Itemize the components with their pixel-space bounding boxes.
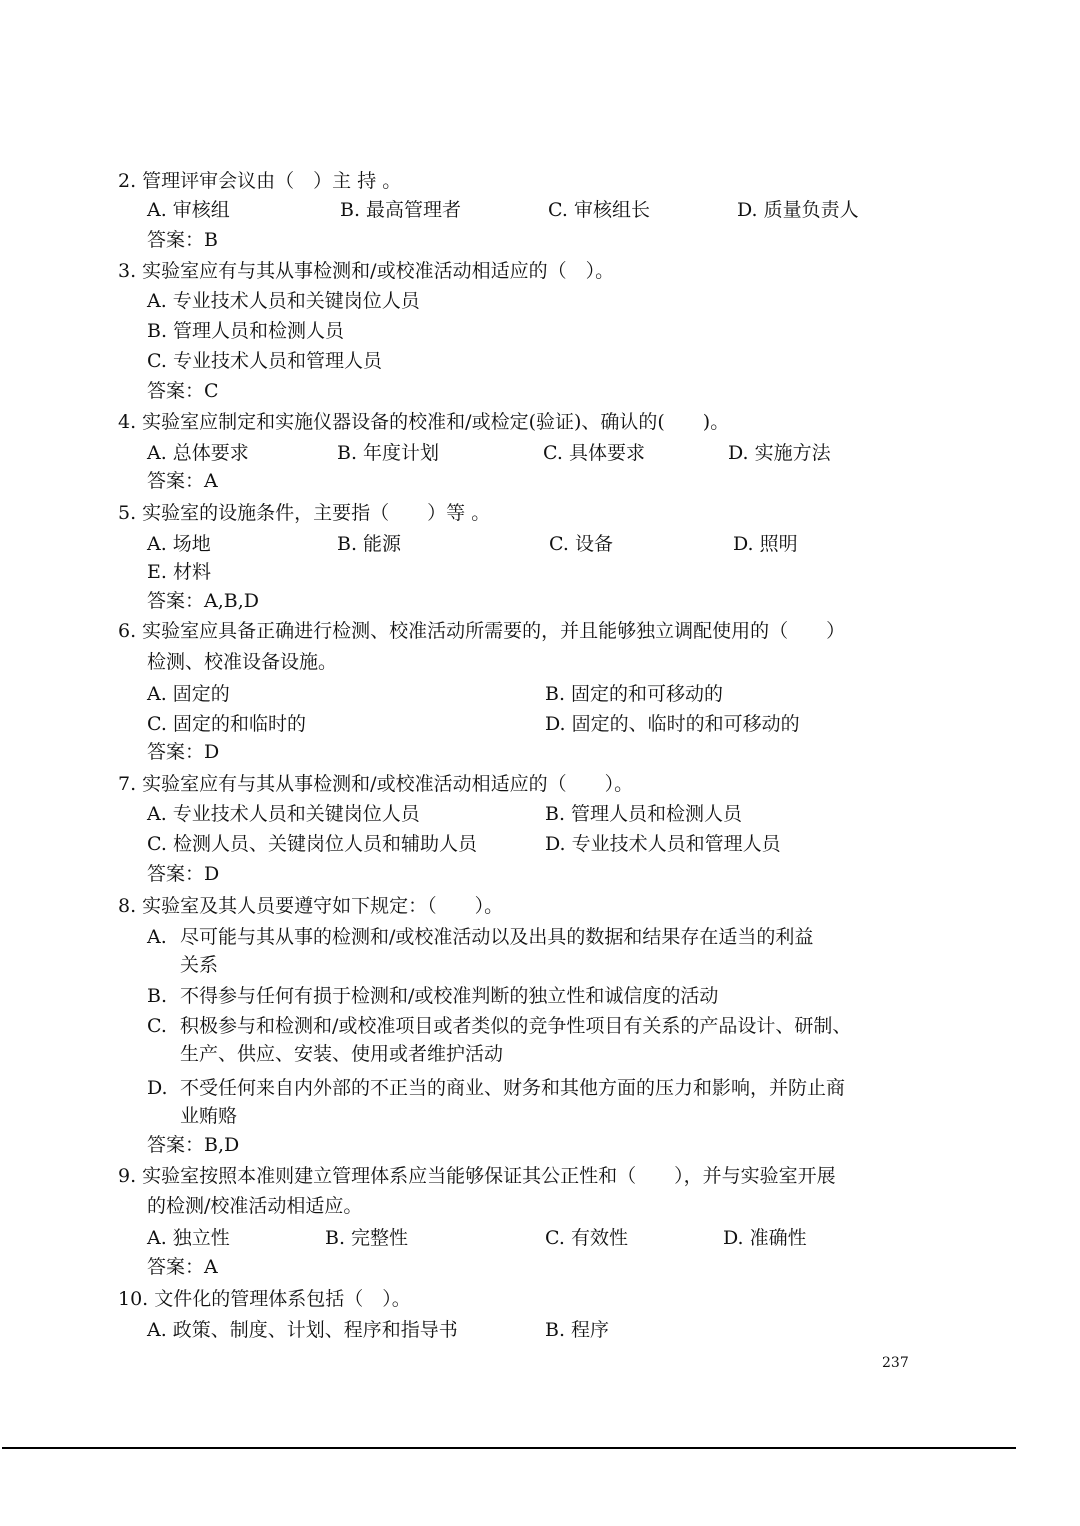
- option: B. 程序: [545, 1319, 610, 1341]
- option-label: A.: [147, 926, 167, 948]
- option-label: B.: [147, 985, 168, 1007]
- option: B. 最高管理者: [340, 199, 462, 221]
- answer: 答案：D: [147, 741, 220, 763]
- question-stem: 3. 实验室应有与其从事检测和/或校准活动相适应的（ ）。: [118, 260, 615, 282]
- option: C. 具体要求: [543, 442, 645, 464]
- option: A. 总体要求: [147, 442, 249, 464]
- footer-divider: [2, 1447, 1016, 1449]
- option: C. 固定的和临时的: [147, 713, 306, 735]
- option-text: 不受任何来自内外部的不正当的商业、财务和其他方面的压力和影响，并防止商: [180, 1077, 846, 1099]
- option: A. 固定的: [147, 683, 230, 705]
- answer: 答案：A,B,D: [147, 590, 259, 612]
- question-stem-continued: 的检测/校准活动相适应。: [147, 1195, 363, 1217]
- option: A. 审核组: [147, 199, 230, 221]
- option: A. 政策、制度、计划、程序和指导书: [147, 1319, 458, 1341]
- option: E. 材料: [147, 561, 211, 583]
- option-text: 不得参与任何有损于检测和/或校准判断的独立性和诚信度的活动: [180, 985, 719, 1007]
- question-stem: 4. 实验室应制定和实施仪器设备的校准和/或检定(验证)、确认的( )。: [118, 411, 730, 433]
- option: B. 管理人员和检测人员: [147, 320, 345, 342]
- option-text: 尽可能与其从事的检测和/或校准活动以及出具的数据和结果存在适当的利益: [180, 926, 814, 948]
- option: A. 场地: [147, 533, 211, 555]
- option: C. 设备: [549, 533, 613, 555]
- option-label: C.: [147, 1015, 167, 1037]
- answer: 答案：B,D: [147, 1134, 240, 1156]
- option: A. 专业技术人员和关键岗位人员: [147, 290, 420, 312]
- question-stem: 6. 实验室应具备正确进行检测、校准活动所需要的，并且能够独立调配使用的（ ）: [118, 620, 846, 642]
- page-number: 237: [882, 1355, 909, 1371]
- question-stem: 10. 文件化的管理体系包括（ ）。: [118, 1288, 411, 1310]
- question-stem: 5. 实验室的设施条件，主要指（ ）等 。: [118, 502, 491, 524]
- option: D. 专业技术人员和管理人员: [545, 833, 781, 855]
- answer: 答案：B: [147, 229, 218, 251]
- option: C. 检测人员、关键岗位人员和辅助人员: [147, 833, 477, 855]
- question-stem: 9. 实验室按照本准则建立管理体系应当能够保证其公正性和（ ），并与实验室开展: [118, 1165, 836, 1187]
- option: B. 能源: [337, 533, 402, 555]
- question-stem: 7. 实验室应有与其从事检测和/或校准活动相适应的（ ）。: [118, 773, 634, 795]
- option: D. 实施方法: [728, 442, 831, 464]
- option: B. 固定的和可移动的: [545, 683, 724, 705]
- question-stem: 2. 管理评审会议由（ ）主 持 。: [118, 170, 402, 192]
- answer: 答案：D: [147, 863, 220, 885]
- option: B. 管理人员和检测人员: [545, 803, 743, 825]
- answer: 答案：C: [147, 380, 219, 402]
- option-label: D.: [147, 1077, 168, 1099]
- option: D. 准确性: [723, 1227, 807, 1249]
- option: A. 独立性: [147, 1227, 230, 1249]
- question-stem-continued: 检测、校准设备设施。: [147, 651, 338, 673]
- option-text-continued: 生产、供应、安装、使用或者维护活动: [180, 1043, 504, 1065]
- option: C. 专业技术人员和管理人员: [147, 350, 382, 372]
- question-stem: 8. 实验室及其人员要遵守如下规定：（ ）。: [118, 895, 504, 917]
- option-text-continued: 关系: [180, 954, 219, 976]
- option: C. 有效性: [545, 1227, 628, 1249]
- option: C. 审核组长: [548, 199, 650, 221]
- answer: 答案：A: [147, 1256, 218, 1278]
- option: D. 质量负责人: [737, 199, 859, 221]
- option: B. 年度计划: [337, 442, 440, 464]
- option: D. 照明: [733, 533, 798, 555]
- answer: 答案：A: [147, 470, 218, 492]
- option: D. 固定的、临时的和可移动的: [545, 713, 800, 735]
- option: A. 专业技术人员和关键岗位人员: [147, 803, 420, 825]
- option: B. 完整性: [325, 1227, 409, 1249]
- option-text-continued: 业贿赂: [180, 1105, 238, 1127]
- option-text: 积极参与和检测和/或校准项目或者类似的竞争性项目有关系的产品设计、研制、: [180, 1015, 852, 1037]
